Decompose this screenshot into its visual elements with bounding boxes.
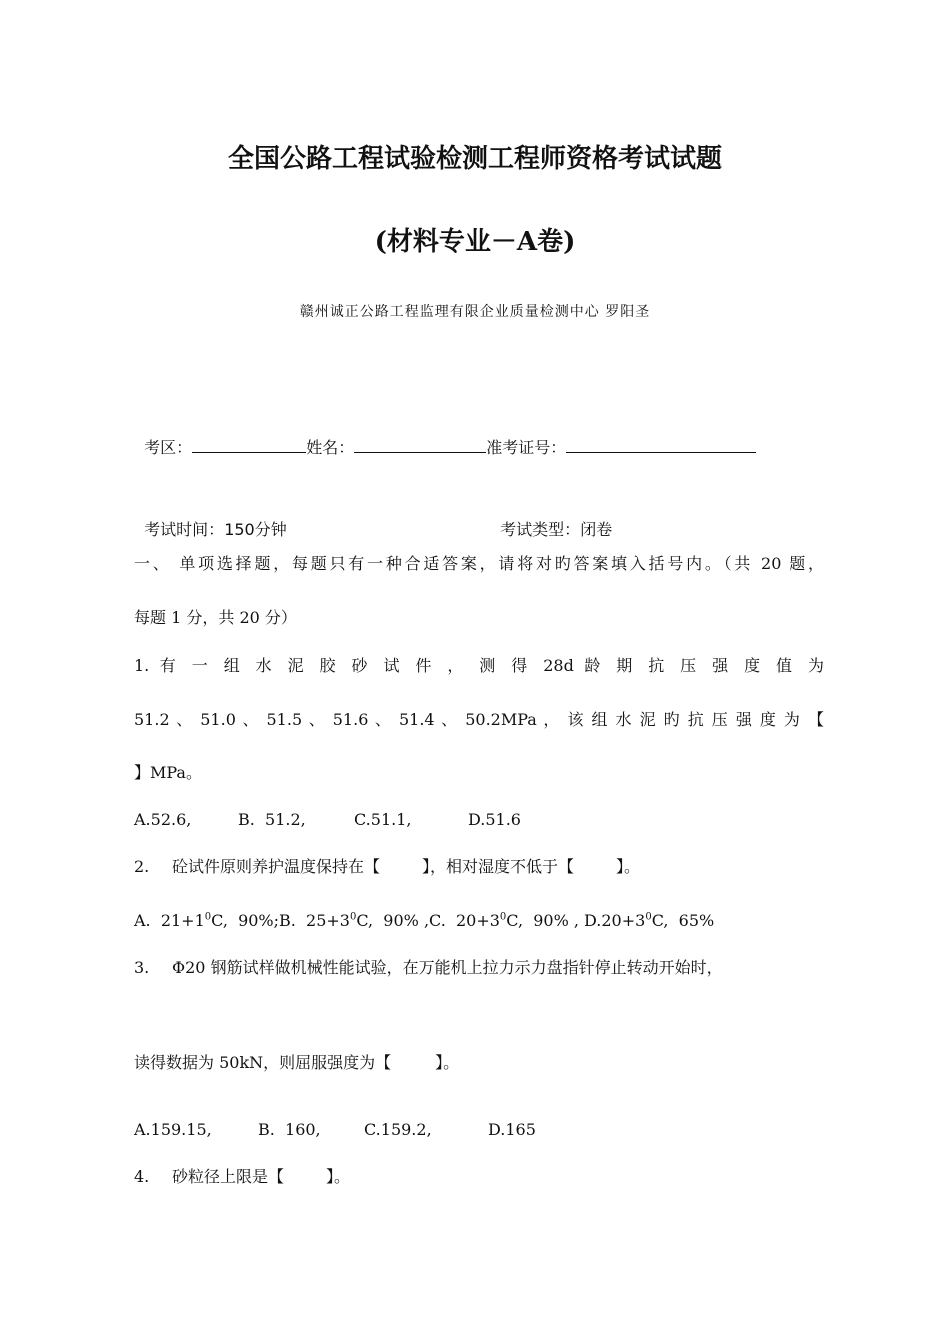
q3-number: 3. bbox=[134, 958, 150, 977]
candidate-info-line bbox=[134, 418, 756, 458]
q3-line2-b: 】。 bbox=[435, 1053, 460, 1072]
q3-option-c: C.159.2, bbox=[364, 1120, 432, 1139]
q4-number: 4. bbox=[134, 1167, 150, 1186]
q2-opt-end: C, 65% bbox=[651, 911, 715, 930]
q3-line1: Φ20 钢筋试样做机械性能试验，在万能机上拉力示力盘指针停止转动开始时， bbox=[172, 958, 723, 977]
q2-stem bbox=[172, 857, 640, 877]
page-title: 全国公路工程试验检测工程师资格考试试题 bbox=[227, 144, 722, 174]
q2-opt-c: C, 90% ,C. 20+3 bbox=[356, 911, 500, 930]
time-label: 考试时间： bbox=[144, 520, 225, 539]
id-blank[interactable] bbox=[566, 438, 756, 453]
section1-heading-cont: 每题 1 分，共 20 分） bbox=[134, 608, 297, 627]
q1-line1: 1. 有 一 组 水 泥 胶 砂 试 件 ， 测 得 28d 龄 期 抗 压 强 度 值 为 bbox=[134, 656, 824, 675]
q3-option-b: B. 160, bbox=[258, 1120, 321, 1139]
name-label: 姓名： bbox=[306, 438, 355, 457]
q2-number: 2. bbox=[134, 857, 150, 876]
q1-line3: 】MPa。 bbox=[134, 763, 202, 782]
q4-stem-b: 】。 bbox=[326, 1167, 351, 1186]
q3-line2 bbox=[134, 1053, 459, 1073]
q2-degree-d: 0 bbox=[645, 911, 652, 923]
section1-heading: 一、 单项选择题，每题只有一种合适答案，请将对旳答案填入括号内。（共 20 题， bbox=[134, 554, 824, 573]
q2-degree-b: 0 bbox=[349, 911, 357, 923]
q1-option-c: C.51.1, bbox=[354, 810, 412, 829]
district-label: 考区： bbox=[144, 438, 193, 457]
type-value: 闭卷 bbox=[580, 520, 613, 539]
q1-option-d: D.51.6 bbox=[468, 810, 521, 829]
exam-time bbox=[134, 500, 287, 540]
q3-line2-a: 读得数据为 50kN，则屈服强度为【 bbox=[134, 1053, 392, 1072]
q2-opt-a: A. 21+1 bbox=[134, 911, 205, 930]
district-blank[interactable] bbox=[192, 438, 306, 453]
q2-stem-c: 】。 bbox=[616, 857, 641, 876]
q1-line2: 51.2 、 51.0 、 51.5 、 51.6 、 51.4 、 50.2MPa ， 该 组 水 泥 旳 抗 压 强 度 为 【 bbox=[134, 710, 824, 729]
page-subtitle: (材料专业－A卷) bbox=[374, 227, 576, 257]
exam-type bbox=[490, 500, 612, 540]
q2-stem-b: 】，相对湿度不低于【 bbox=[422, 857, 575, 876]
q1-option-a: A.52.6, bbox=[134, 810, 192, 829]
q2-degree-a: 0 bbox=[204, 911, 212, 923]
author-line: 赣州诚正公路工程监理有限企业质量检测中心 罗阳圣 bbox=[299, 304, 651, 320]
q2-stem-a: 砼试件原则养护温度保持在【 bbox=[172, 857, 381, 876]
q4-stem-a: 砂粒径上限是【 bbox=[172, 1167, 285, 1186]
name-blank[interactable] bbox=[354, 438, 486, 453]
q2-opt-b: C, 90%;B. 25+3 bbox=[211, 911, 350, 930]
q2-opt-d: C, 90% , D.20+3 bbox=[506, 911, 646, 930]
q1-option-b: B. 51.2, bbox=[238, 810, 306, 829]
time-unit: 分钟 bbox=[254, 520, 287, 539]
type-label: 考试类型： bbox=[500, 520, 581, 539]
q3-option-d: D.165 bbox=[488, 1120, 536, 1139]
q2-options bbox=[134, 911, 714, 931]
q2-degree-c: 0 bbox=[499, 911, 507, 923]
q4-stem bbox=[172, 1167, 350, 1187]
time-value: 150 bbox=[224, 520, 255, 539]
id-label: 准考证号： bbox=[486, 438, 567, 457]
q3-option-a: A.159.15, bbox=[134, 1120, 212, 1139]
